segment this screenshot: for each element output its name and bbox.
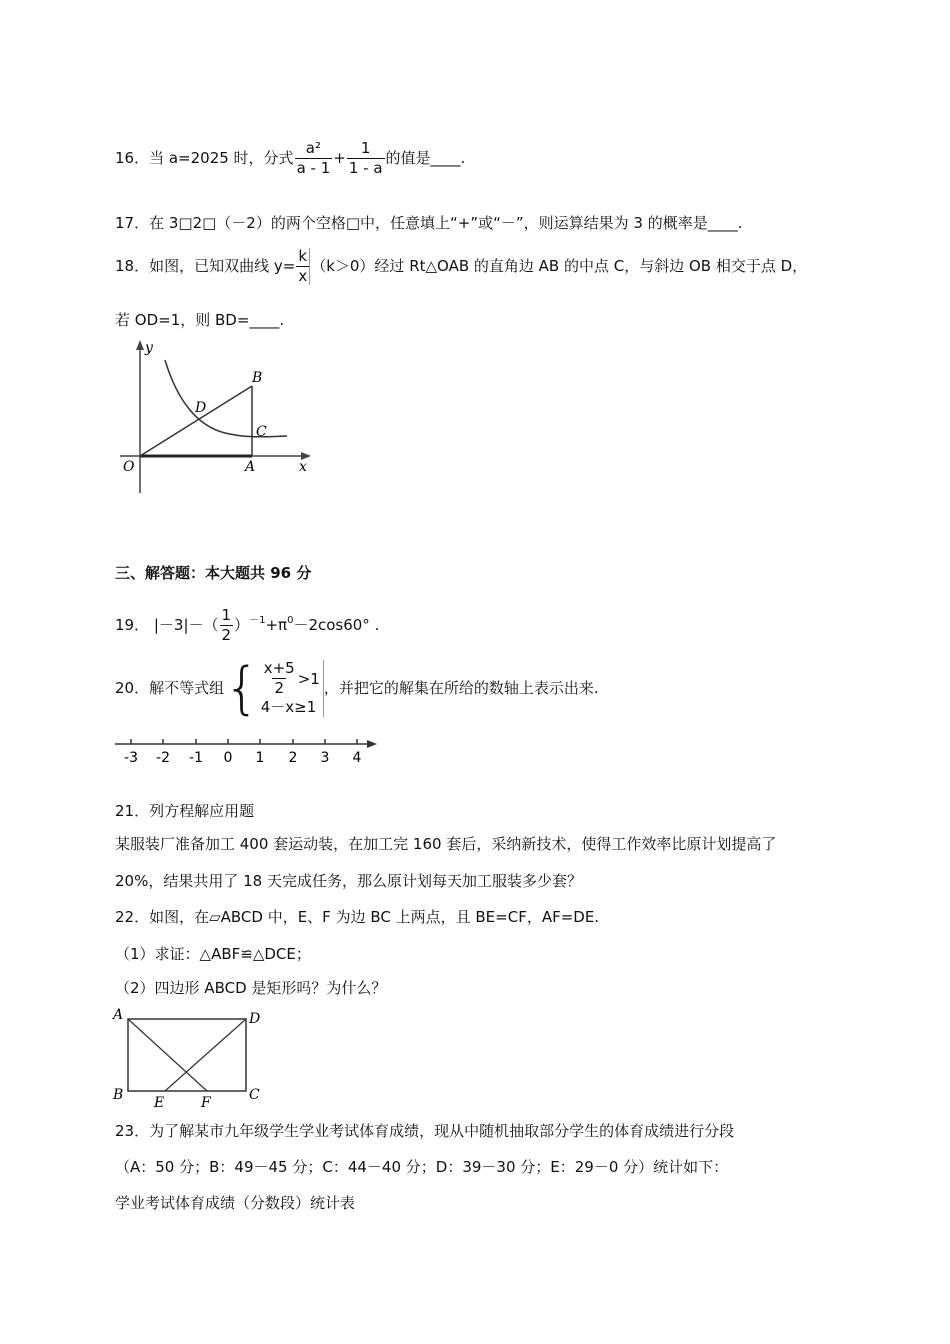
label-a: A [245,459,256,475]
y-axis-arrow [136,340,144,350]
tick-label: -3 [124,750,138,766]
label-b: B [252,370,263,386]
q16-suffix: 的值是____. [385,149,466,167]
question-21-line-2: 20%，结果共用了 18 天完成任务，那么原计划每天加工服装多少套？ [115,872,582,890]
q16-plus: + [333,149,346,167]
q20-ineq1-fraction [262,660,297,697]
tick-label: 0 [223,750,233,766]
q19-fraction [220,607,234,644]
label-f: F [201,1095,211,1110]
q18-suffix: （k＞0）经过 Rt△OAB 的直角边 AB 的中点 C，与斜边 OB 相交于点 D， [311,257,808,275]
section-3-title: 三、解答题：本大题共 96 分 [115,564,312,582]
label-y: y [145,340,153,356]
q20-inequality-1 [261,660,320,697]
q19-close: ） [234,616,250,634]
rectangle-abcd [128,1019,246,1091]
question-23-table-title: 学业考试体育成绩（分数段）统计表 [115,1194,356,1212]
label-c: C [249,1087,260,1103]
question-17: 17．在 3□2□（－2）的两个空格□中，任意填上“+”或“－”，则运算结果为 3 的概率是____. [115,214,743,232]
tick-label: 2 [288,750,298,766]
label-x: x [299,459,307,475]
tick-label: -2 [156,750,170,766]
question-20 [115,652,599,724]
number-line [115,735,380,767]
question-22-part-1: （1）求证：△ABF≌△DCE； [115,945,311,963]
q18-numerator: k [298,247,308,265]
q18-denominator: x [298,267,308,285]
q19-exponent-neg1: －1 [249,615,266,626]
question-23-line-1: 23．为了解某市九年级学生学业考试体育成绩，现从中随机抽取部分学生的体育成绩进行分段 [115,1122,735,1140]
q20-ineq1-denominator: 2 [274,679,284,697]
question-18-line-2: 若 OD=1，则 BD=____. [115,311,285,329]
q20-brace: { [224,655,260,721]
q19-tail: －2cos60° . [293,616,380,634]
q19-numerator: 1 [221,606,232,624]
q20-prefix: 20．解不等式组 [115,679,225,697]
label-o: O [123,459,135,475]
question-19 [115,607,379,644]
label-a: A [113,1007,124,1023]
label-d: D [195,400,207,416]
question-21-title: 21．列方程解应用题 [115,802,255,820]
q20-ineq1-numerator: x+5 [263,659,295,677]
tick-label: -1 [189,750,203,766]
q16-fraction-1 [295,140,333,177]
q19-pi: +π [265,616,288,634]
q18-fraction [296,248,310,285]
q18-figure [115,338,315,498]
question-22-part-2: （2）四边形 ABCD 是矩形吗？为什么？ [115,979,387,997]
tick-label: 4 [352,750,362,766]
q16-f2-denominator: 1 - a [348,159,383,177]
label-c: C [256,424,267,440]
q19-prefix: 19． |－3|－（ [115,616,219,634]
q20-ineq1-relation: >1 [297,669,320,688]
tick-label: 1 [255,750,265,766]
number-line-arrow [367,740,377,748]
rectangle-diagram [110,1005,270,1110]
q16-f2-numerator: 1 [360,139,371,157]
q19-denominator: 2 [221,626,232,644]
q16-fraction-2 [347,140,385,177]
label-e: E [154,1095,165,1110]
question-22-title: 22．如图，在▱ABCD 中，E、F 为边 BC 上两点，且 BE=CF，AF=DE. [115,908,600,926]
segment-af [128,1019,207,1091]
q20-inequality-system [224,655,324,721]
q16-f1-numerator: a² [305,139,322,157]
q18-prefix: 18．如图，已知双曲线 y= [115,257,296,275]
q20-suffix: ，并把它的解集在所给的数轴上表示出来. [323,679,599,697]
q20-rows [261,660,320,717]
tick-label: 3 [320,750,330,766]
segment-ob [140,386,252,456]
q16-f1-denominator: a - 1 [296,159,331,177]
label-d: D [249,1011,261,1027]
question-16 [115,140,465,177]
q20-inequality-2: 4－x≥1 [260,698,317,716]
q22-figure [110,1005,270,1110]
q16-prefix: 16．当 a=2025 时，分式 [115,149,294,167]
hyperbola-triangle-diagram [115,338,315,498]
q19-exponent-0: 0 [287,615,294,626]
question-18 [115,248,807,285]
question-21-line-1: 某服装厂准备加工 400 套运动装，在加工完 160 套后，采纳新技术，使得工作效率比原计划提高了 [115,835,777,853]
question-23-line-2: （A：50 分；B：49－45 分；C：44－40 分；D：39－30 分；E：29－0 分）统计如下： [115,1158,729,1176]
hyperbola-curve [165,360,287,437]
label-b: B [113,1087,124,1103]
segment-de [165,1019,246,1091]
